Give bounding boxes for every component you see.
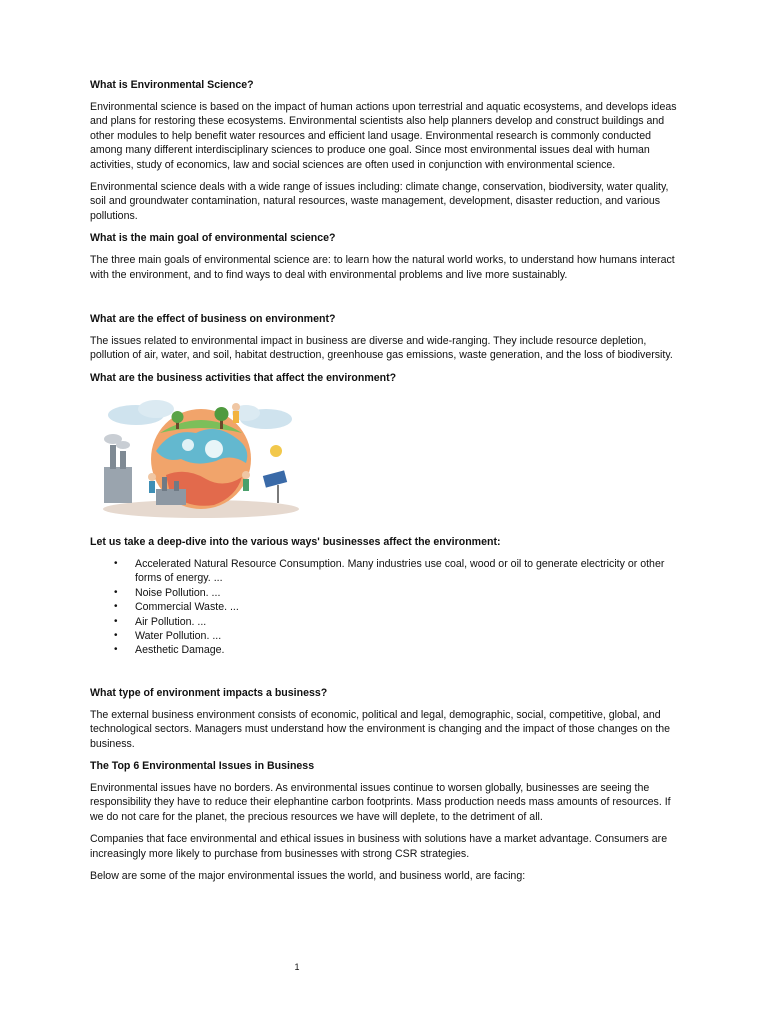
list-item-text: Aesthetic Damage. <box>135 644 225 657</box>
environment-illustration <box>96 393 306 521</box>
paragraph-environmental-science-definition: Environmental science is based on the impact of human actions upon terrestrial and aquatic ecosystems, and develops ideas and plans for restoring these ecosystems. Environmental scientists also help planners develop and construct buildings and other modules to help benefit water resources and efficient land usage. Environmental research is commonly conducted among many different interdisciplinary sciences to produce one goal. Since most environmental issues deal with human activities, study of economics, law and social sciences are often used in conjunction with environmental science. <box>90 101 677 171</box>
paragraph-issues-no-borders: Environmental issues have no borders. As environmental issues continue to worsen globally, businesses are seeing the responsibility they have to reduce their elephantine carbon footprints. Mass production needs mass amounts of resources. If we do not care for the planet, the precious resources we have will deplete, to the detriment of all. <box>90 781 671 823</box>
paragraph-environmental-science-issues: Environmental science deals with a wide range of issues including: climate change, conservation, biodiversity, water quality, soil and groundwater contamination, natural resources, waste management, development, disaster reduction, and various pollutions. <box>90 181 669 222</box>
heading-business-activities: What are the business activities that affect the environment? <box>90 371 397 384</box>
bullet-icon: • <box>114 601 118 613</box>
page-number: 1 <box>294 962 300 972</box>
list-item-text: Commercial Waste. ... <box>135 601 239 614</box>
paragraph-market-advantage: Companies that face environmental and ethical issues in business with solutions have a market advantage. Consumers are increasingly more likely to purchase from businesses with strong CSR strategies. <box>90 833 668 860</box>
heading-deep-dive: Let us take a deep-dive into the various ways' businesses affect the environment: <box>90 535 501 548</box>
bullet-icon: • <box>114 615 118 627</box>
paragraph-main-goals: The three main goals of environmental science are: to learn how the natural world works, to understand how humans interact with the environment, and to find ways to deal with environmental problems and live more sustainably. <box>90 254 675 281</box>
list-item <box>90 557 680 586</box>
heading-business-effect: What are the effect of business on environment? <box>90 313 336 326</box>
list-item <box>90 615 680 629</box>
heading-environment-types: What type of environment impacts a business? <box>90 686 328 699</box>
spacer <box>90 290 680 312</box>
list-item-text: Noise Pollution. ... <box>135 586 221 599</box>
list-item <box>90 600 680 614</box>
list-item-text: Water Pollution. ... <box>135 629 222 642</box>
paragraph-major-issues-intro: Below are some of the major environmental issues the world, and business world, are facing: <box>90 869 526 882</box>
list-item <box>90 586 680 600</box>
heading-main-goal: What is the main goal of environmental science? <box>90 232 336 245</box>
list-item-text: Accelerated Natural Resource Consumption. Many industries use coal, wood or oil to generate electricity or other forms of energy. ... <box>135 557 665 585</box>
list-item-text: Air Pollution. ... <box>135 615 207 628</box>
business-impact-list <box>90 557 680 658</box>
list-item <box>90 643 680 657</box>
document-body <box>90 78 680 891</box>
bullet-icon: • <box>114 644 118 656</box>
earth-illustration-image <box>96 393 306 521</box>
paragraph-business-effect: The issues related to environmental impact in business are diverse and wide-ranging. They include resource depletion, pollution of air, water, and soil, habitat destruction, greenhouse gas emissions, waste generation, and the loss of biodiversity. <box>90 335 673 362</box>
bullet-icon: • <box>114 629 118 641</box>
heading-environmental-science: What is Environmental Science? <box>90 79 254 91</box>
paragraph-external-environment: The external business environment consists of economic, political and legal, demographic, social, competitive, global, and technological sectors. Managers must understand how the environment is changing and the impact of those changes on the business. <box>90 708 671 750</box>
heading-top-issues: The Top 6 Environmental Issues in Business <box>90 759 315 772</box>
spacer <box>90 664 680 686</box>
bullet-icon: • <box>114 557 118 569</box>
list-item <box>90 629 680 643</box>
bullet-icon: • <box>114 586 118 598</box>
